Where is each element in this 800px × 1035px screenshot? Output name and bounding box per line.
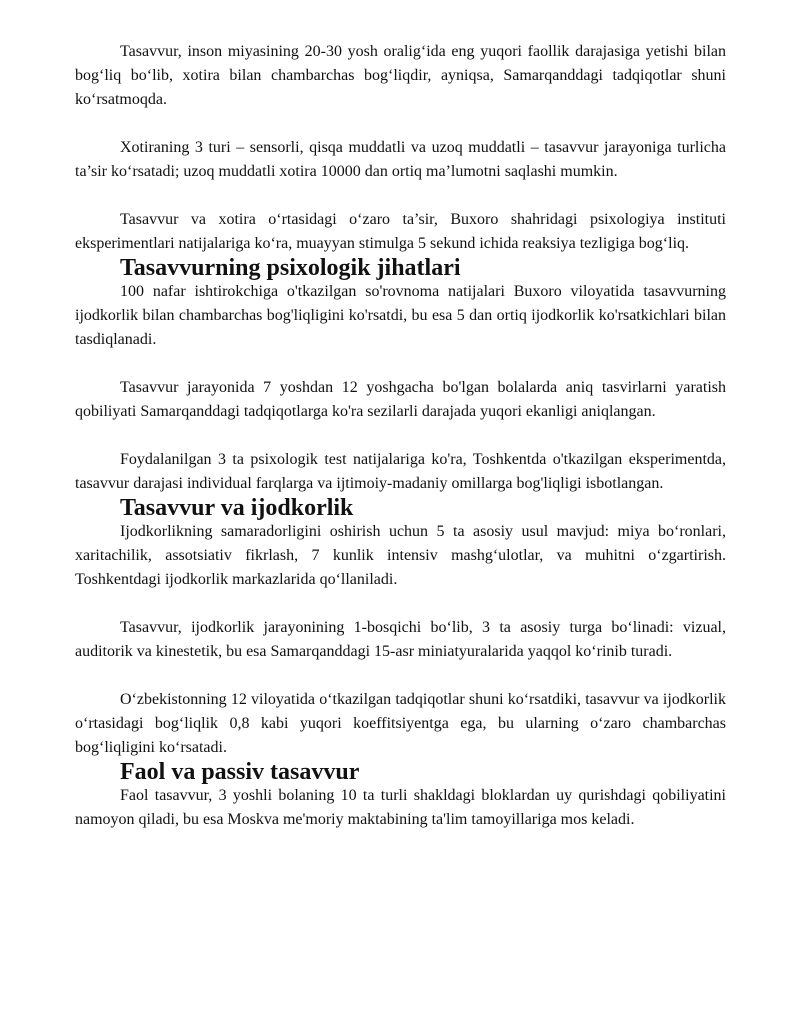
- paragraph: Ijodkorlikning samaradorligini oshirish uchun 5 ta asosiy usul mavjud: miya bo‘ronlari, xaritachilik, assotsiativ fikrlash, 7 kunlik intensiv mashg‘ulotlar, va muhitni o‘zgartirish. Toshkentdagi ijodkorlik markazlarida qo‘llaniladi.: [75, 523, 726, 588]
- paragraph: 100 nafar ishtirokchiga o'tkazilgan so'rovnoma natijalari Buxoro viloyatida tasavvurning ijodkorlik bilan chambarchas bog'liqligini ko'rsatdi, bu esa 5 dan ortiq ijodkorlik ko'rsatkichlari bilan tasdiqlanadi.: [75, 283, 726, 348]
- section-heading: Tasavvurning psixologik jihatlari: [120, 255, 461, 281]
- paragraph: Tasavvur, ijodkorlik jarayonining 1-bosqichi bo‘lib, 3 ta asosiy turga bo‘linadi: vizual, auditorik va kinestetik, bu esa Samarqanddagi 15-asr miniatyuralarida yaqqol ko‘rinib turadi.: [75, 619, 726, 660]
- paragraph: Tasavvur jarayonida 7 yoshdan 12 yoshgacha bo'lgan bolalarda aniq tasvirlarni yaratish qobiliyati Samarqanddagi tadqiqotlarga ko'ra sezilarli darajada yuqori ekanligi aniqlangan.: [75, 379, 726, 420]
- section-heading: Faol va passiv tasavvur: [120, 759, 360, 785]
- paragraph: O‘zbekistonning 12 viloyatida o‘tkazilgan tadqiqotlar shuni ko‘rsatdiki, tasavvur va ijodkorlik o‘rtasidagi bog‘liqlik 0,8 kabi yuqori koeffitsiyentga ega, bu ularning o‘zaro chambarchas bog‘liqligini ko‘rsatadi.: [75, 691, 726, 756]
- paragraph: Faol tasavvur, 3 yoshli bolaning 10 ta turli shakldagi bloklardan uy qurishdagi qobiliyatini namoyon qiladi, bu esa Moskva me'moriy maktabining ta'lim tamoyillariga mos keladi.: [75, 787, 726, 828]
- paragraph: Tasavvur, inson miyasining 20-30 yosh oralig‘ida eng yuqori faollik darajasiga yetishi bilan bog‘liq bo‘lib, xotira bilan chambarchas bog‘liqdir, ayniqsa, Samarqanddagi tadqiqotlar shuni ko‘rsatmoqda.: [75, 43, 726, 108]
- paragraph: Foydalanilgan 3 ta psixologik test natijalariga ko'ra, Toshkentda o'tkazilgan eksperimentda, tasavvur darajasi individual farqlarga va ijtimoiy-madaniy omillarga bog'liqligi isbotlangan.: [75, 451, 726, 492]
- document-page: [75, 40, 726, 832]
- paragraph: Tasavvur va xotira o‘rtasidagi o‘zaro ta’sir, Buxoro shahridagi psixologiya instituti eksperimentlari natijalariga ko‘ra, muayyan stimulga 5 sekund ichida reaksiya tezligiga bog‘liq.: [75, 211, 726, 252]
- section-heading: Tasavvur va ijodkorlik: [120, 495, 354, 521]
- paragraph: Xotiraning 3 turi – sensorli, qisqa muddatli va uzoq muddatli – tasavvur jarayoniga turlicha ta’sir ko‘rsatadi; uzoq muddatli xotira 10000 dan ortiq ma’lumotni saqlashi mumkin.: [75, 139, 726, 180]
